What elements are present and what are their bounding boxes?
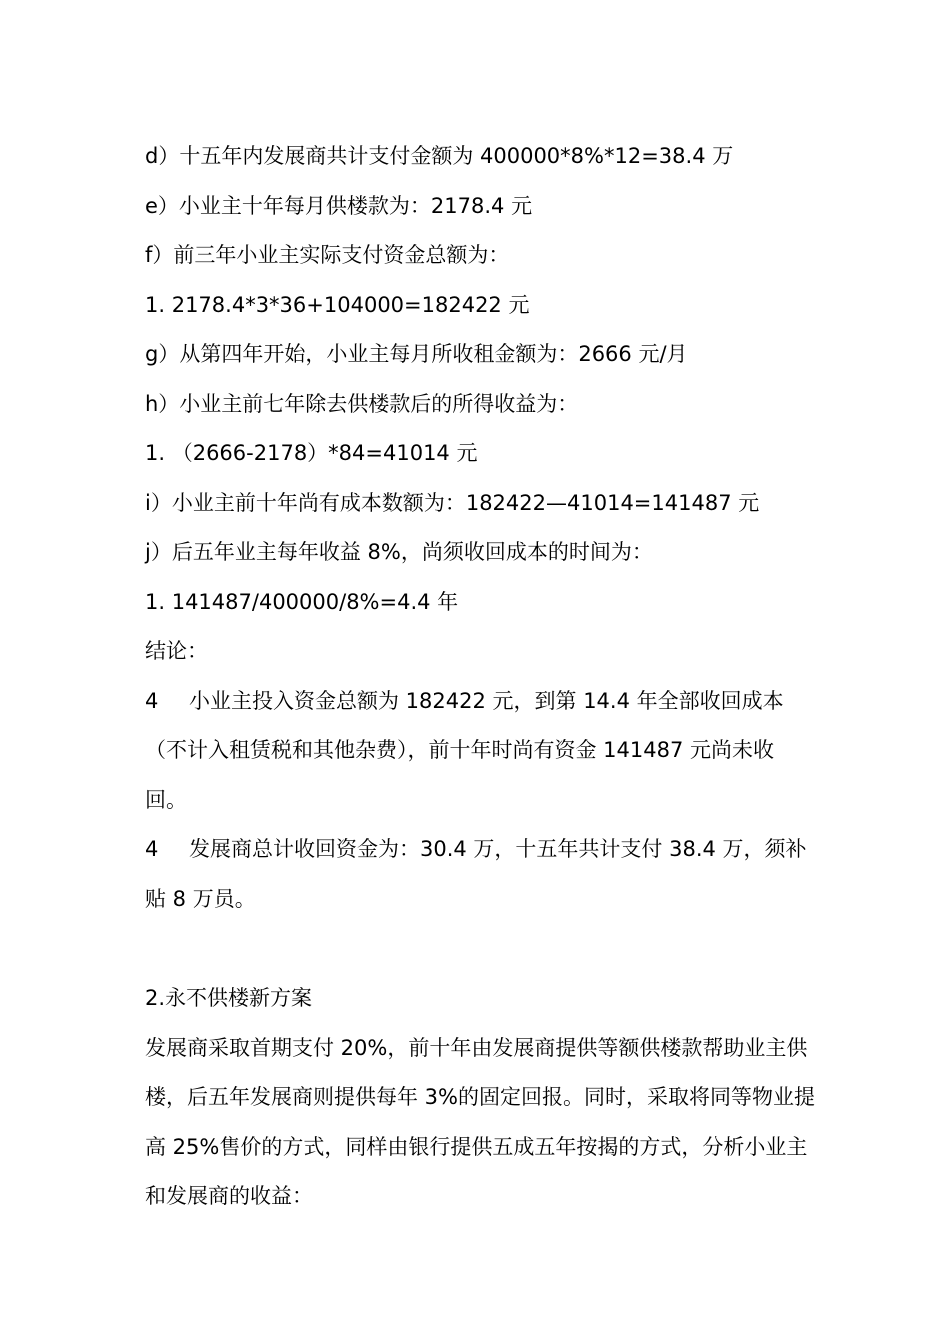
section-heading: 2.永不供楼新方案	[145, 986, 313, 1010]
document-body	[145, 132, 815, 1222]
conclusion-heading: 结论：	[145, 639, 208, 663]
blank-line	[145, 924, 815, 974]
conclusion-item-2	[145, 825, 815, 924]
formula-j: 1. 141487/400000/8%=4.4 年	[145, 589, 459, 614]
item-j: j）后五年业主每年收益 8%，尚须收回成本的时间为：	[145, 540, 653, 564]
item-h: h）小业主前七年除去供楼款后的所得收益为：	[145, 391, 579, 416]
item-d: d）十五年内发展商共计支付金额为 400000*8%*12=38.4 万	[145, 144, 734, 168]
item-e: e）小业主十年每月供楼款为：2178.4 元	[145, 193, 533, 218]
item-g: g）从第四年开始，小业主每月所收租金额为：2666 元/月	[145, 342, 688, 366]
conclusion-item-1	[145, 677, 815, 826]
formula-f: 1. 2178.4*3*36+104000=182422 元	[145, 292, 530, 317]
formula-h: 1. （2666-2178）*84=41014 元	[145, 441, 478, 465]
conclusion-marker: 4	[145, 688, 159, 713]
conclusion-text: 发展商总计收回资金为：30.4 万，十五年共计支付 38.4 万，须补贴 8 万员。	[145, 837, 807, 911]
conclusion-text: 小业主投入资金总额为 182422 元，到第 14.4 年全部收回成本（不计入租赁税和其他杂费），前十年时尚有资金 141487 元尚未收回。	[145, 688, 784, 812]
item-f: f）前三年小业主实际支付资金总额为：	[145, 243, 510, 267]
item-i: i）小业主前十年尚有成本数额为：182422—41014=141487 元	[145, 490, 760, 515]
section-body: 发展商采取首期支付 20%，前十年由发展商提供等额供楼款帮助业主供楼，后五年发展商则提供每年 3%的固定回报。同时，采取将同等物业提高 25%售价的方式，同样由银行提供五成五年按揭的方式，分析小业主和发展商的收益：	[145, 1035, 815, 1208]
conclusion-marker: 4	[145, 837, 159, 861]
